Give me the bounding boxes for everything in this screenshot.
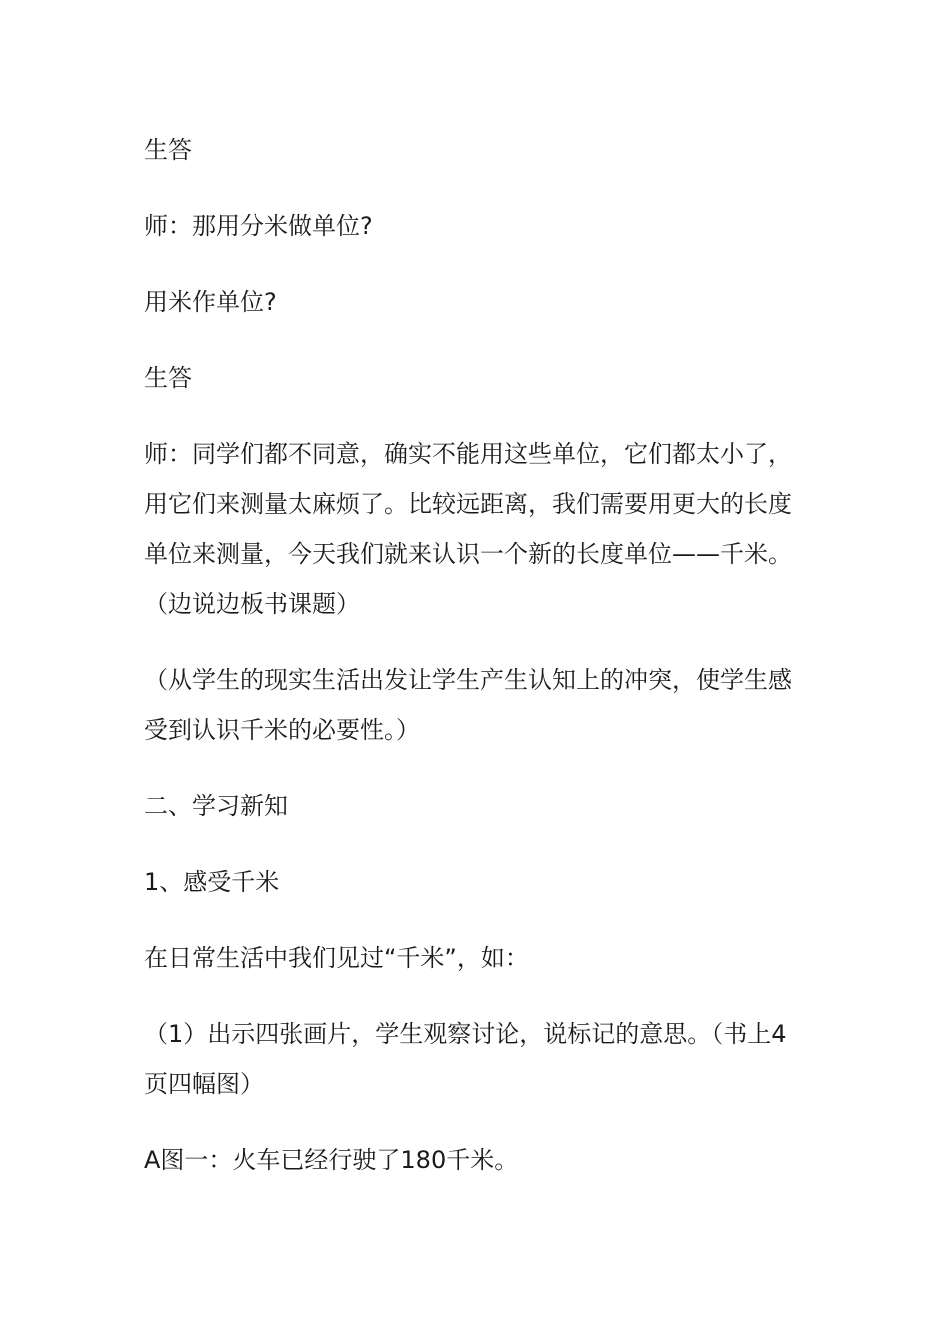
paragraph-figure-one: A图一：火车已经行驶了180千米。 bbox=[144, 1146, 519, 1174]
paragraph-student-answer-1: 生答 bbox=[144, 136, 192, 164]
paragraph-teacher-explanation: 师：同学们都不同意，确实不能用这些单位，它们都太小了，用它们来测量太麻烦了。比较远距离，我们需要用更大的长度单位来测量，今天我们就来认识一个新的长度单位——千米。（边说边板书课题） bbox=[144, 440, 792, 618]
paragraph-teacher-question-decimeter: 师：那用分米做单位? bbox=[144, 212, 373, 240]
paragraph-show-pictures: （1）出示四张画片，学生观察讨论，说标记的意思。（书上4页四幅图） bbox=[144, 1020, 787, 1098]
subsection-heading-feel-kilometer: 1、感受千米 bbox=[144, 868, 280, 896]
paragraph-design-note: （从学生的现实生活出发让学生产生认知上的冲突，使学生感受到认识千米的必要性。） bbox=[144, 666, 792, 744]
paragraph-question-meter: 用米作单位? bbox=[144, 288, 277, 316]
paragraph-student-answer-2: 生答 bbox=[144, 364, 192, 392]
section-heading-learn-new: 二、学习新知 bbox=[144, 792, 288, 820]
paragraph-daily-life: 在日常生活中我们见过“千米”，如： bbox=[144, 944, 529, 972]
